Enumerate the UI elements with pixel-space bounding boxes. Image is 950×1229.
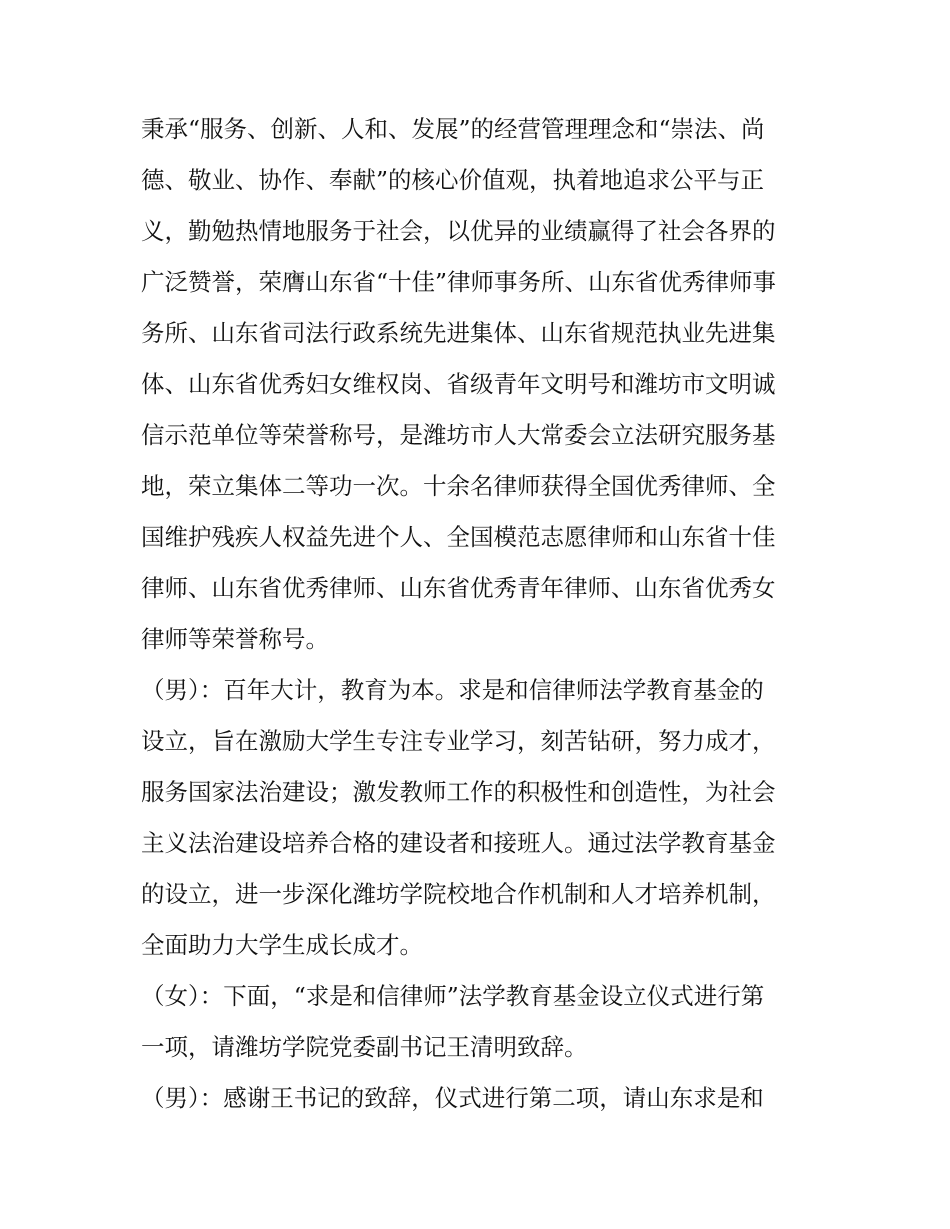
text-line: 地，荣立集体二等功一次。十余名律师获得全国优秀律师、全 bbox=[141, 472, 776, 500]
text-line: 主义法治建设培养合格的建设者和接班人。通过法学教育基金 bbox=[141, 829, 776, 857]
text-line: 秉承“服务、创新、人和、发展”的经营管理理念和“崇法、尚 bbox=[141, 115, 765, 143]
text-line: 务所、山东省司法行政系统先进集体、山东省规范执业先进集 bbox=[141, 319, 776, 347]
text-line: 义，勤勉热情地服务于社会，以优异的业绩赢得了社会各界的 bbox=[141, 217, 776, 245]
text-line: 体、山东省优秀妇女维权岗、省级青年文明号和潍坊市文明诚 bbox=[141, 370, 776, 398]
text-line: 德、敬业、协作、奉献”的核心价值观，执着地追求公平与正 bbox=[141, 166, 765, 194]
text-line: 全面助力大学生成长成才。 bbox=[141, 931, 423, 959]
text-line: 的设立，进一步深化潍坊学院校地合作机制和人才培养机制， bbox=[141, 880, 776, 908]
text-line: 律师、山东省优秀律师、山东省优秀青年律师、山东省优秀女 bbox=[141, 574, 776, 602]
paragraph bbox=[141, 665, 813, 971]
text-line: （男）：百年大计，教育为本。求是和信律师法学教育基金的 bbox=[141, 676, 764, 704]
text-line: 信示范单位等荣誉称号，是潍坊市人大常委会立法研究服务基 bbox=[141, 421, 776, 449]
document-body bbox=[141, 104, 813, 1124]
paragraph bbox=[141, 104, 813, 665]
text-line: 国维护残疾人权益先进个人、全国模范志愿律师和山东省十佳 bbox=[141, 523, 776, 551]
paragraph bbox=[141, 1073, 813, 1124]
text-line: 律师等荣誉称号。 bbox=[141, 625, 329, 653]
text-line: （女）：下面，“求是和信律师”法学教育基金设立仪式进行第 bbox=[141, 982, 765, 1010]
paragraph bbox=[141, 971, 813, 1073]
text-line: 广泛赞誉，荣膺山东省“十佳”律师事务所、山东省优秀律师事 bbox=[141, 268, 777, 296]
text-line: 设立，旨在激励大学生专注专业学习，刻苦钻研，努力成才， bbox=[141, 727, 776, 755]
text-line: （男）：感谢王书记的致辞，仪式进行第二项，请山东求是和 bbox=[141, 1084, 764, 1112]
text-line: 一项，请潍坊学院党委副书记王清明致辞。 bbox=[141, 1033, 588, 1061]
text-line: 服务国家法治建设；激发教师工作的积极性和创造性，为社会 bbox=[141, 778, 776, 806]
